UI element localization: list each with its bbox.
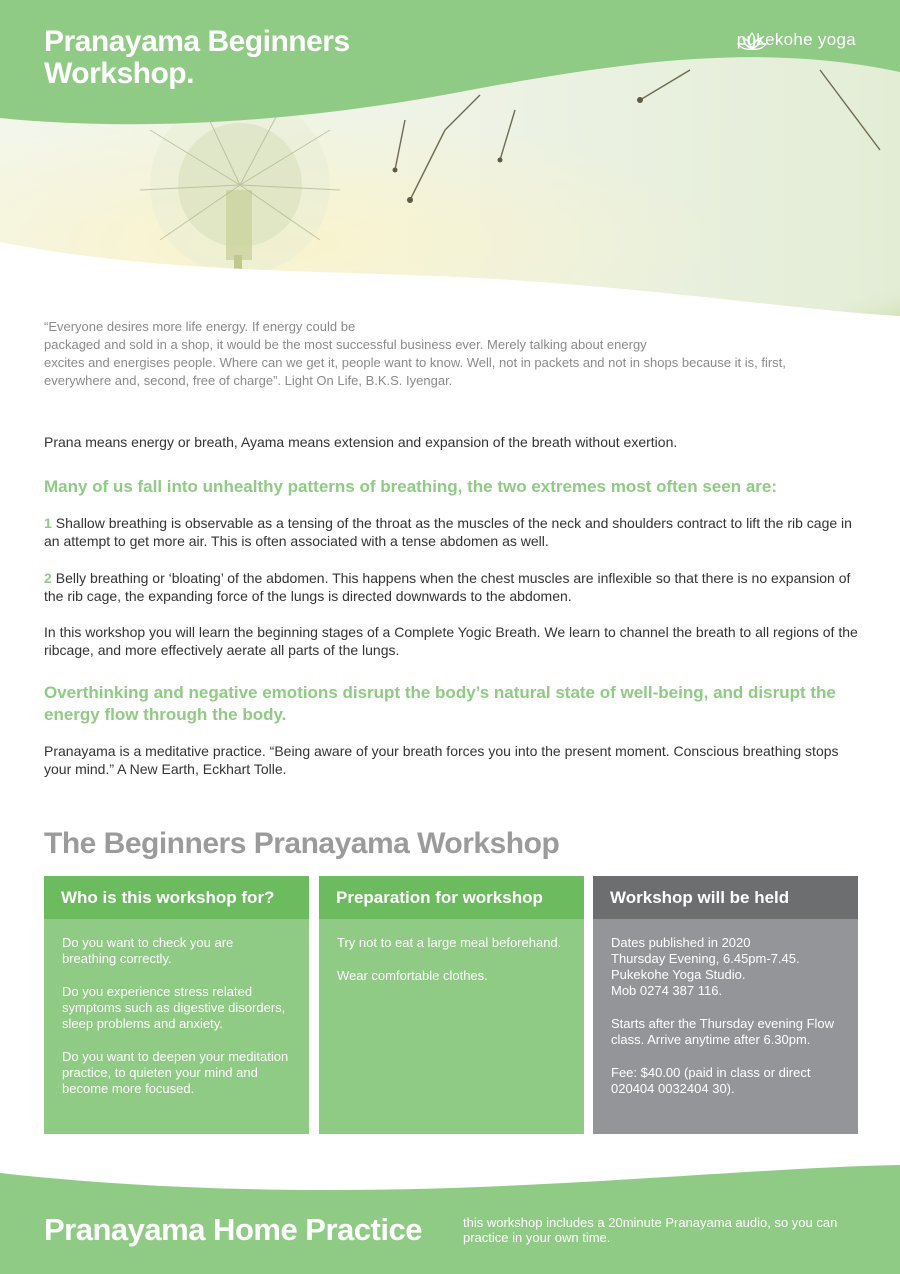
iyengar-quote <box>44 318 844 390</box>
card-paragraph: Try not to eat a large meal beforehand. <box>337 935 562 950</box>
workshop-paragraph: In this workshop you will learn the beginning stages of a Complete Yogic Breath. We learn to channel the breath to all regions of the ribcage, and more effectively aerate all parts of the lungs. <box>44 624 858 658</box>
quote-line-2: packaged and sold in a shop, it would be the most successful business ever. Merely talking about energy <box>44 337 647 352</box>
schedule-details <box>611 935 840 999</box>
hero-banner <box>0 0 900 320</box>
quote-line-1: “Everyone desires more life energy. If energy could be <box>44 319 356 334</box>
schedule-venue: Pukekohe Yoga Studio. <box>611 967 746 982</box>
card-body <box>44 919 309 1134</box>
schedule-phone: Mob 0274 387 116. <box>611 983 723 998</box>
breathing-patterns-heading: Many of us fall into unhealthy patterns of breathing, the two extremes most often seen are: <box>44 477 778 496</box>
point-shallow-breathing <box>44 514 860 550</box>
point-belly-breathing <box>44 569 860 605</box>
card-body <box>319 919 584 1134</box>
card-paragraph: Starts after the Thursday evening Flow class. Arrive anytime after 6.30pm. <box>611 1016 835 1047</box>
schedule-time: Thursday Evening, 6.45pm-7.45. <box>611 951 800 966</box>
point-number: 1 <box>44 515 52 531</box>
card-paragraph: Do you want to deepen your meditation practice, to quieten your mind and become more focused. <box>62 1049 289 1096</box>
footer-title: Pranayama Home Practice <box>44 1212 422 1247</box>
footer-note: this workshop includes a 20minute Pranayama audio, so you can practice in your own time. <box>463 1215 838 1245</box>
card-title: Preparation for workshop <box>319 876 584 919</box>
card-paragraph: Do you want to check you are breathing correctly. <box>62 935 234 966</box>
title-line-1: Pranayama Beginners <box>44 25 350 58</box>
card-schedule <box>593 876 858 1134</box>
point-number: 2 <box>44 570 52 586</box>
point-text: Belly breathing or ‘bloating’ of the abdomen. This happens when the chest muscles are inflexible so that there is no expansion of the rib cage, the expanding force of the lungs is directed downwards to the abdomen. <box>44 570 851 604</box>
quote-line-3: excites and energises people. Where can we get it, people want to know. Well, not in packets and not in shops because it is, first, <box>44 355 786 370</box>
point-text: Shallow breathing is observable as a tensing of the throat as the muscles of the neck and shoulders contract to lift the rib cage in an attempt to get more air. This is often associated with a tense abdomen as well. <box>44 515 852 549</box>
quote-line-4: everywhere and, second, free of charge”. Light On Life, B.K.S. Iyengar. <box>44 373 453 388</box>
card-paragraph: Do you experience stress related symptoms such as digestive disorders, sleep problems and anxiety. <box>62 984 286 1031</box>
section-title: The Beginners Pranayama Workshop <box>44 827 560 860</box>
card-preparation <box>319 876 584 1134</box>
lotus-icon <box>737 30 767 52</box>
intro-paragraph: Prana means energy or breath, Ayama means extension and expansion of the breath without exertion. <box>44 434 678 450</box>
brand-logo <box>737 30 856 50</box>
card-title: Who is this workshop for? <box>44 876 309 919</box>
card-paragraph: Wear comfortable clothes. <box>337 968 488 983</box>
closing-paragraph: Pranayama is a meditative practice. “Being aware of your breath forces you into the present moment. Conscious breathing stops your mind.” A New Earth, Eckhart Tolle. <box>44 743 839 777</box>
logo-text: pukekohe yoga <box>736 30 856 49</box>
card-title: Workshop will be held <box>593 876 858 919</box>
title-line-2: Workshop. <box>44 57 194 90</box>
page-title <box>44 26 464 90</box>
schedule-dates: Dates published in 2020 <box>611 935 751 950</box>
card-who-for <box>44 876 309 1134</box>
emotions-heading: Overthinking and negative emotions disrupt the body’s natural state of well-being, and disrupt the energy flow through the body. <box>44 683 836 724</box>
footer-banner <box>0 1165 900 1274</box>
card-body <box>593 919 858 1134</box>
card-paragraph: Fee: $40.00 (paid in class or direct 020404 0032404 30). <box>611 1065 811 1096</box>
